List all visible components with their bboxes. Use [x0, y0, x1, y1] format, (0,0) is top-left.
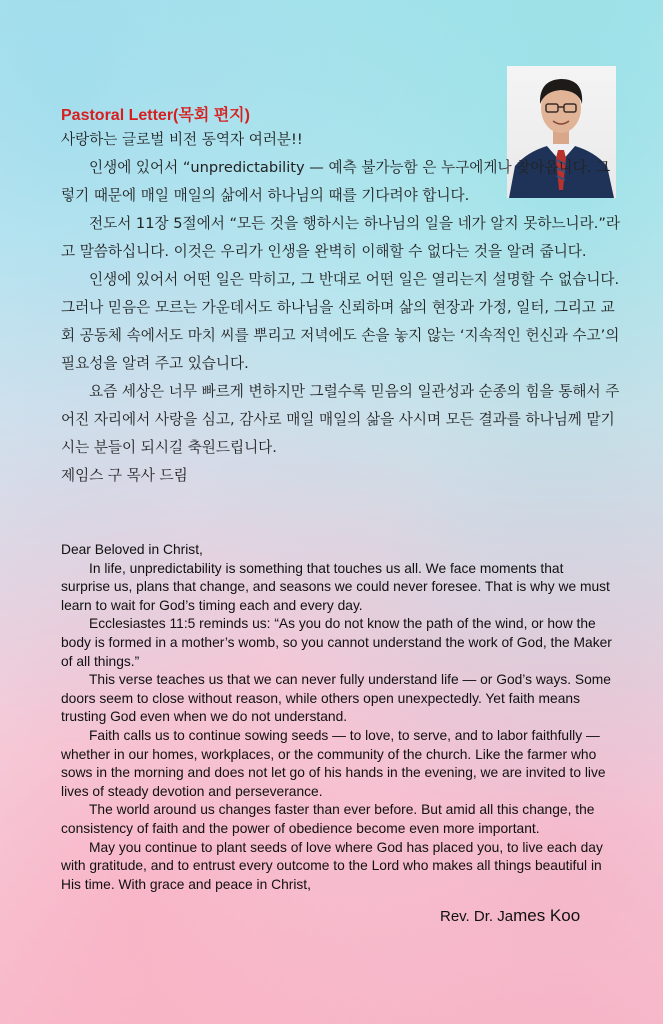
english-paragraph: Faith calls us to continue sowing seeds — to love, to serve, and to labor faithfully — whether in our homes, workplaces, or the community of the church. Like the farmer who sows in the morning and does not let go of his hands in the evening, we are invited to live lives of steady devotion and perseverance. — [61, 727, 606, 799]
korean-paragraph: 전도서 11장 5절에서 “모든 것을 행하시는 하나님의 일을 네가 알지 못하느니라.”라고 말씀하십니다. 이것은 우리가 인생을 완벽히 이해할 수 없다는 것을 알려 줍니다. — [61, 215, 621, 260]
english-letter — [61, 541, 613, 894]
korean-paragraph: 인생에 있어서 어떤 일은 막히고, 그 반대로 어떤 일은 열리는지 설명할 수 없습니다. 그러나 믿음은 모르는 가운데서도 하나님을 신뢰하며 삶의 현장과 가정, 일터, 그리고 교회 공동체 속에서도 마치 씨를 뿌리고 저녁에도 손을 놓지 않는 ‘지속적인 헌신과 수고’의 필요성을 알려 주고 있습니다. — [61, 271, 620, 372]
korean-signature: 제임스 구 목사 드림 — [61, 467, 188, 484]
korean-paragraph: 인생에 있어서 “unpredictability — 예측 불가능함 은 누구에게나 찾아옵니다. 그렇기 때문에 매일 매일의 삶에서 하나님의 때를 기다려야 합니다. — [61, 159, 611, 204]
english-paragraph: The world around us changes faster than ever before. But amid all this change, the consistency of faith and the power of obedience become even more important. — [61, 802, 595, 836]
korean-greeting: 사랑하는 글로벌 비전 동역자 여러분!! — [61, 131, 303, 148]
korean-paragraph: 요즘 세상은 너무 빠르게 변하지만 그럴수록 믿음의 일관성과 순종의 힘을 통해서 주어진 자리에서 사랑을 심고, 감사로 매일 매일의 삶을 사시며 모든 결과를 하나님께 맡기시는 분들이 되시길 축원드립니다. — [61, 383, 620, 456]
signature-name: mes Koo — [513, 906, 581, 925]
letter-title: Pastoral Letter(목회 편지) — [61, 107, 250, 124]
english-paragraph: In life, unpredictability is something that touches us all. We face moments that surprise us, plans that change, and seasons we could never foresee. That is why we must learn to wait for God’s timing each and every day. — [61, 560, 610, 613]
english-paragraph: Ecclesiastes 11:5 reminds us: “As you do not know the path of the wind, or how the body is formed in a mother’s womb, so you cannot understand the work of God, the Maker of all things.” — [61, 616, 612, 669]
english-signature — [440, 906, 580, 926]
english-paragraph: May you continue to plant seeds of love where God has placed you, to live each day with gratitude, and to entrust every outcome to the Lord who makes all things beautiful in His time. With grace and peace in Christ, — [61, 839, 603, 892]
signature-prefix: Rev. Dr. Ja — [440, 908, 514, 925]
english-greeting: Dear Beloved in Christ, — [61, 542, 203, 557]
english-paragraph: This verse teaches us that we can never fully understand life — or God’s ways. Some doors seem to close without reason, while others open unexpectedly. Yet faith means trusting God even when we do not understand. — [61, 672, 611, 725]
korean-letter — [61, 126, 621, 490]
